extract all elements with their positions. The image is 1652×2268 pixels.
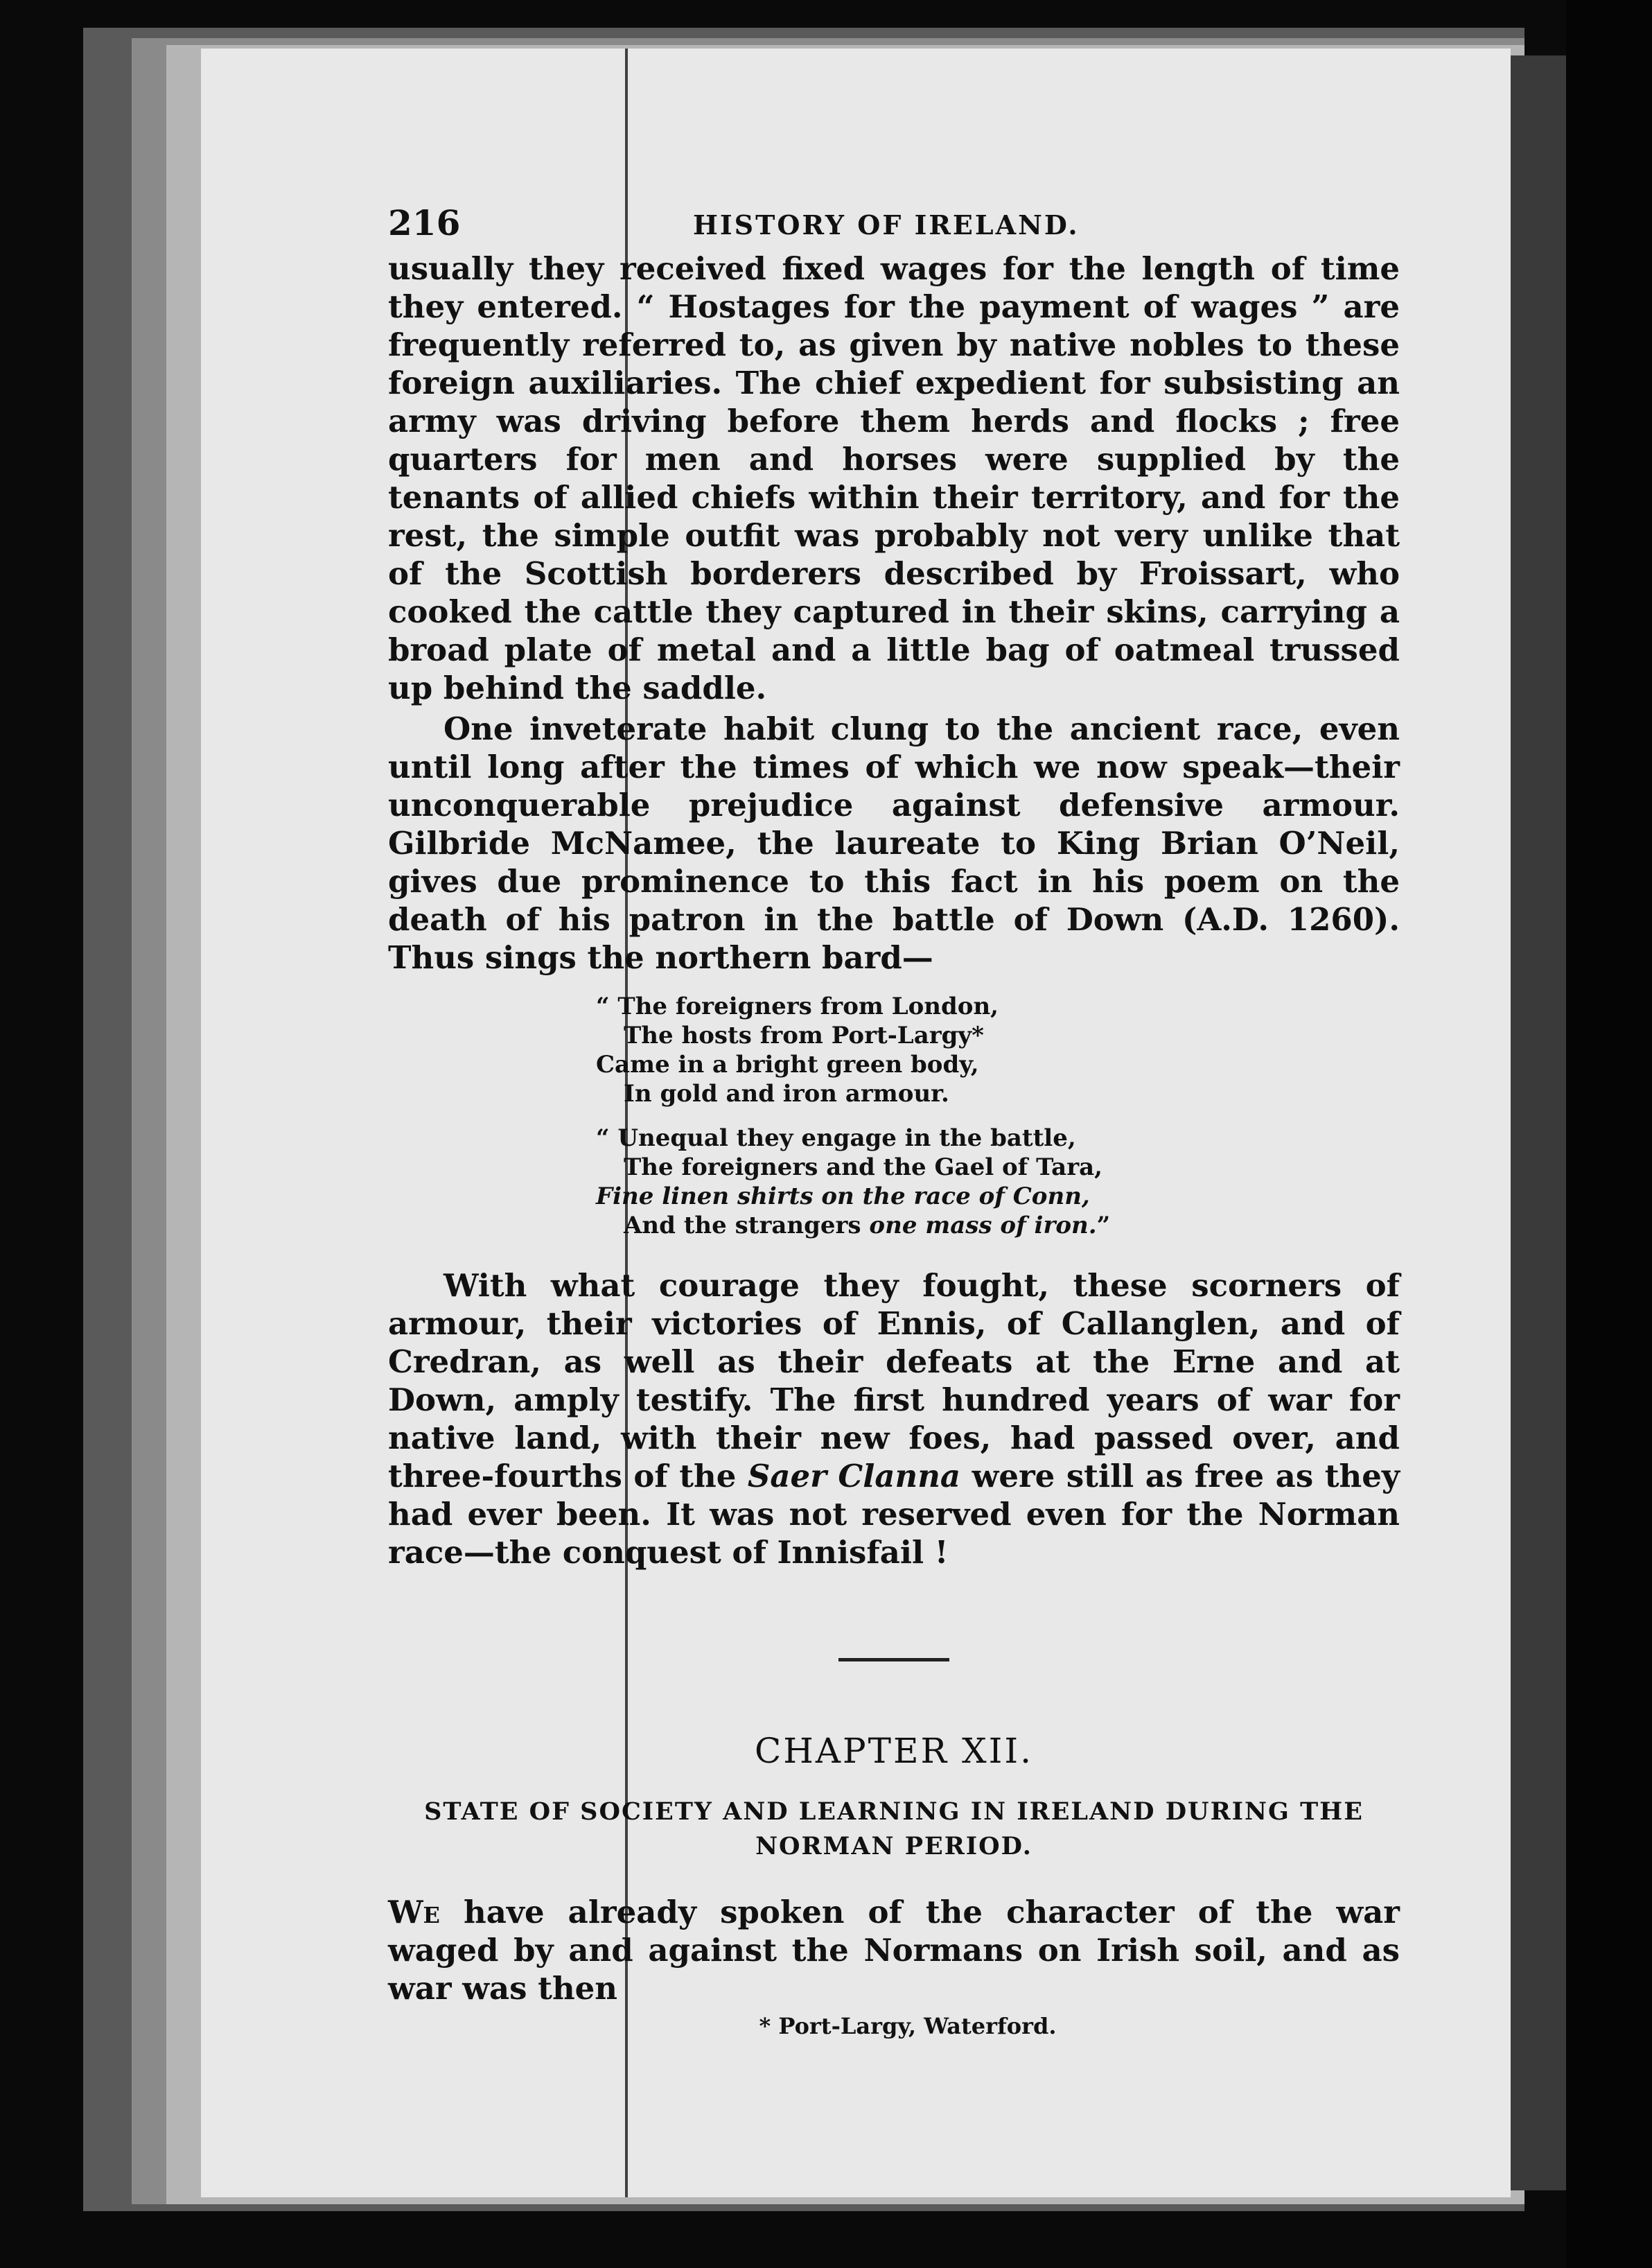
paragraph-text: With what courage they fought, these scorners of armour, their victories of Ennis, of Callanglen, and of Credran, as well as their defeats at the Erne and at Down, amply testify. The first hundred years of war for native land, with their new foes, had passed over, and three-fourths of the	[388, 1267, 1400, 1494]
verse-quotation	[596, 992, 1400, 1240]
paragraph	[388, 1893, 1400, 2007]
scan-border	[1566, 0, 1652, 2268]
paragraph: One inveterate habit clung to the ancient race, even until long after the times of which we now speak—their unconquerable prejudice against defensive armour. Gilbride McNamee, the laureate to King Brian O’Neil, gives due prominence to this fact in his poem on the death of his patron in the battle of Down (A.D. 1260). Thus sings the northern bard—	[388, 710, 1400, 976]
verse-line: “ The foreigners from London,	[596, 993, 999, 1020]
stanza	[596, 1124, 1400, 1240]
drop-word: We	[388, 1894, 440, 1930]
section-rule	[838, 1658, 949, 1661]
page-shadow	[1511, 55, 1566, 2190]
paragraph-text: have already spoken of the character of the war waged by and against the Normans on Irish soil, and as war was then	[388, 1894, 1400, 2007]
running-title: HISTORY OF IRELAND.	[693, 209, 1080, 241]
verse-line: Fine linen shirts on the race of Conn,	[596, 1183, 1090, 1210]
verse-line: Came in a bright green body,	[596, 1051, 979, 1079]
page-number: 216	[388, 202, 461, 243]
running-head	[388, 194, 1400, 250]
paragraph-text: were still as free as they had ever been. It was not reserved even for the Norman race—the conquest of Innisfail !	[388, 1458, 1400, 1571]
footnote: * Port-Largy, Waterford.	[759, 2013, 1057, 2039]
paragraph	[388, 1266, 1400, 1571]
chapter-title: CHAPTER XII.	[755, 1731, 1033, 1771]
stanza	[596, 992, 1400, 1108]
verse-line: The foreigners and the Gael of Tara,	[624, 1153, 1102, 1181]
verse-line: In gold and iron armour.	[624, 1080, 949, 1108]
paragraph-emphasis: Saer Clanna	[747, 1458, 961, 1494]
verse-text: ”	[1096, 1212, 1111, 1239]
page-text	[388, 194, 1400, 2039]
verse-line	[596, 1211, 1400, 1240]
verse-line: The hosts from Port-Largy*	[624, 1022, 984, 1049]
chapter-subtitle: STATE OF SOCIETY AND LEARNING IN IRELAND DURING THE NORMAN PERIOD.	[424, 1797, 1364, 1860]
verse-line: “ Unequal they engage in the battle,	[596, 1124, 1076, 1152]
verse-text: And the strangers	[624, 1212, 870, 1239]
paragraph: usually they received fixed wages for the length of time they entered. “ Hostages for the payment of wages ” are frequently referred to, as given by native nobles to these foreign auxiliaries. The chief expedient for subsisting an army was driving before them herds and flocks ; free quarters for men and horses were supplied by the tenants of allied chiefs within their territory, and for the rest, the simple outfit was probably not very unlike that of the Scottish borderers described by Froissart, who cooked the cattle they captured in their skins, carrying a broad plate of metal and a little bag of oatmeal trussed up behind the saddle.	[388, 250, 1400, 706]
verse-emphasis: one mass of iron.	[869, 1212, 1097, 1239]
